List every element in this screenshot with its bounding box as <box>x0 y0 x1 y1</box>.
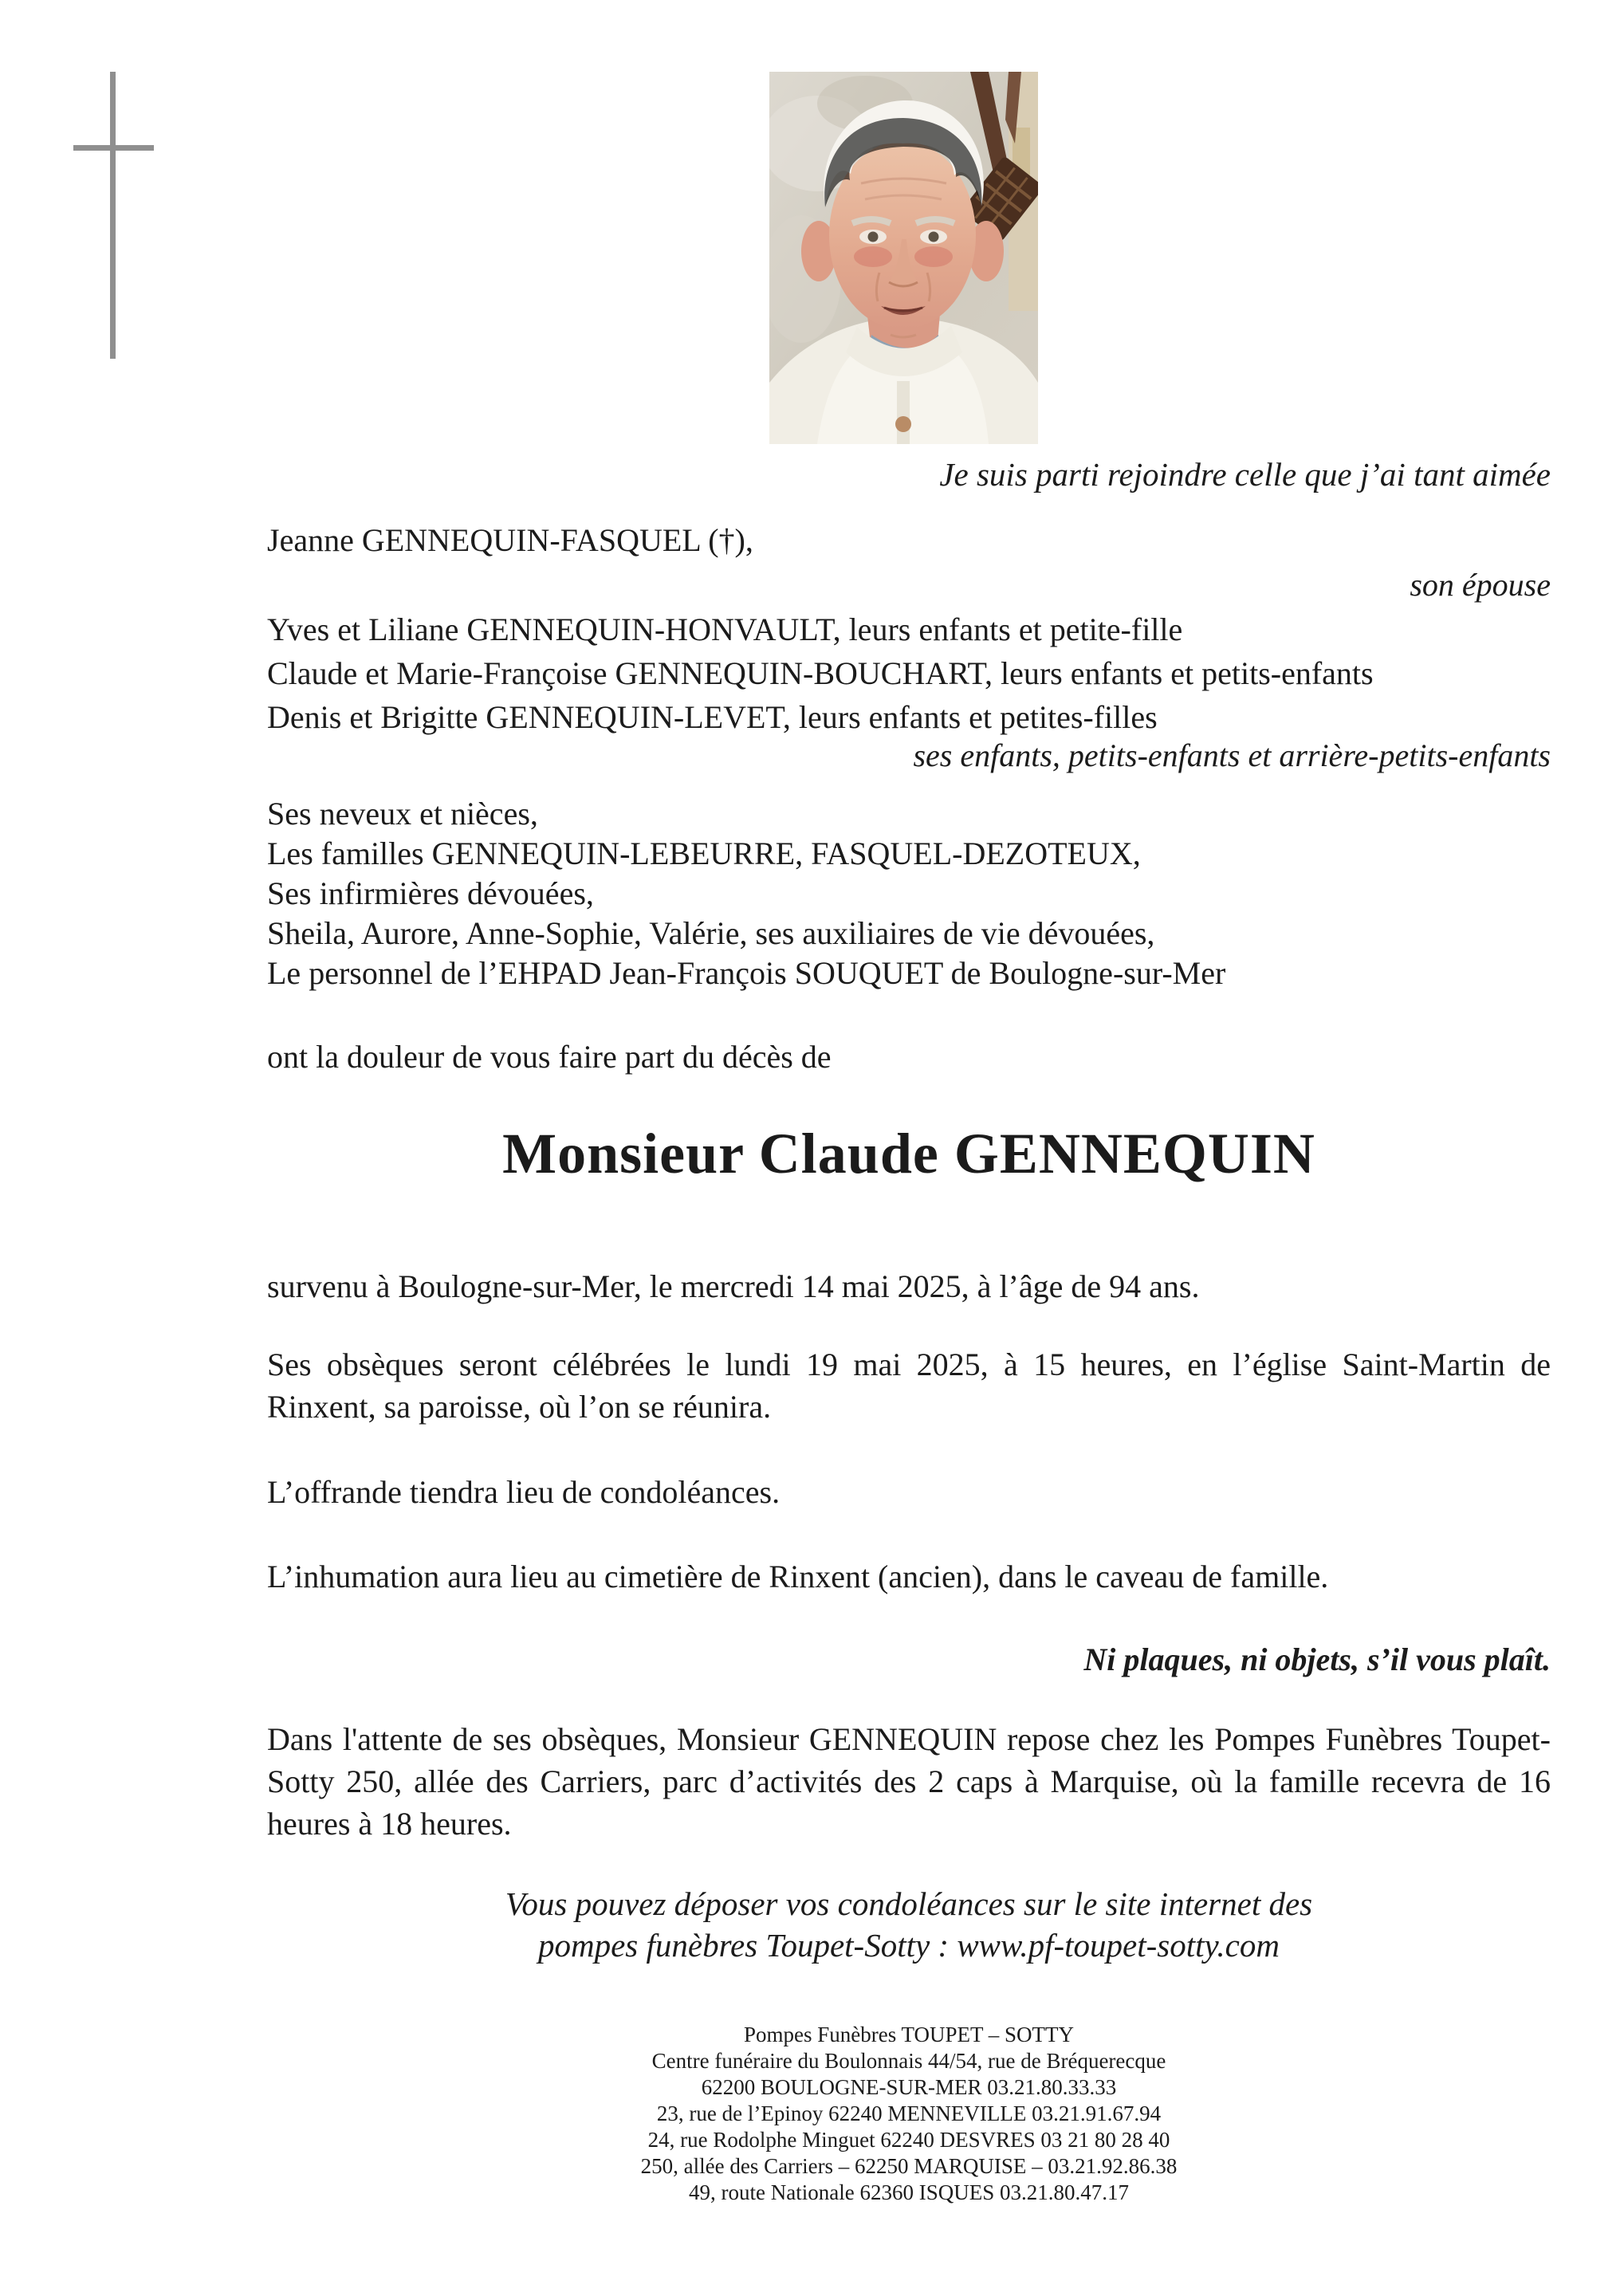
relative-line: Ses infirmières dévouées, <box>267 875 594 911</box>
burial-note: L’inhumation aura lieu au cimetière de Rinxent (ancien), dans le caveau de famille. <box>267 1559 1329 1594</box>
wife-relation: son épouse <box>1410 567 1551 603</box>
funeral-home-address-line: Centre funéraire du Boulonnais 44/54, rue de Bréquerecque <box>651 2049 1166 2073</box>
deceased-name-title: Monsieur Claude GENNEQUIN <box>502 1122 1315 1185</box>
relative-line: Ses neveux et nièces, <box>267 796 538 832</box>
repose-paragraph: Dans l'attente de ses obsèques, Monsieur GENNEQUIN repose chez les Pompes Funèbres Toupet-Sotty 250, allée des Carriers, parc d’activités des 2 caps à Marquise, où la famille recevra de 16 heures à 18 heures. <box>267 1721 1551 1842</box>
relative-line: Sheila, Aurore, Anne-Sophie, Valérie, ses auxiliaires de vie dévouées, <box>267 915 1155 951</box>
child-line: Claude et Marie-Françoise GENNEQUIN-BOUCHART, leurs enfants et petits-enfants <box>267 655 1374 691</box>
funeral-home-address-line: 62200 BOULOGNE-SUR-MER 03.21.80.33.33 <box>701 2075 1117 2099</box>
offering-note: L’offrande tiendra lieu de condoléances. <box>267 1474 781 1510</box>
wife-name: Jeanne GENNEQUIN-FASQUEL (†), <box>267 522 753 558</box>
funeral-home-address-line: 49, route Nationale 62360 ISQUES 03.21.80.47.17 <box>689 2180 1129 2204</box>
announcement-intro: ont la douleur de vous faire part du décès de <box>267 1039 832 1075</box>
children-relation: ses enfants, petits-enfants et arrière-petits-enfants <box>913 737 1551 773</box>
epitaph-quote: Je suis parti rejoindre celle que j’ai tant aimée <box>939 456 1551 493</box>
relatives-list <box>267 794 1551 993</box>
relative-line: Les familles GENNEQUIN-LEBEURRE, FASQUEL-DEZOTEUX, <box>267 835 1141 871</box>
relative-line: Le personnel de l’EHPAD Jean-François SOUQUET de Boulogne-sur-Mer <box>267 955 1226 991</box>
portrait-photo-illustration <box>769 72 1038 444</box>
death-details: survenu à Boulogne-sur-Mer, le mercredi 14 mai 2025, à l’âge de 94 ans. <box>267 1268 1200 1304</box>
condolences-website-line1: Vous pouvez déposer vos condoléances sur le site internet des <box>505 1885 1313 1922</box>
child-line: Denis et Brigitte GENNEQUIN-LEVET, leurs enfants et petites-filles <box>267 699 1158 735</box>
portrait-photo <box>769 72 1038 444</box>
condolences-website-line2: pompes funèbres Toupet-Sotty : www.pf-toupet-sotty.com <box>537 1927 1280 1964</box>
funeral-home-address-line: 250, allée des Carriers – 62250 MARQUISE – 03.21.92.86.38 <box>640 2154 1178 2178</box>
child-line: Yves et Liliane GENNEQUIN-HONVAULT, leurs enfants et petite-fille <box>267 611 1183 647</box>
funeral-home-name: Pompes Funèbres TOUPET – SOTTY <box>743 2023 1075 2046</box>
condolences-website-note <box>267 1883 1551 1966</box>
funeral-home-address-line: 24, rue Rodolphe Minguet 62240 DESVRES 03 21 80 28 40 <box>647 2128 1170 2152</box>
funeral-home-footer <box>267 2022 1551 2206</box>
children-list <box>267 607 1551 739</box>
funeral-home-address-line: 23, rue de l’Epinoy 62240 MENNEVILLE 03.21.91.67.94 <box>656 2101 1162 2125</box>
funeral-service-paragraph: Ses obsèques seront célébrées le lundi 19 mai 2025, à 15 heures, en l’église Saint-Martin de Rinxent, sa paroisse, où l’on se réunira. <box>267 1347 1551 1425</box>
no-plaques-request: Ni plaques, ni objets, s’il vous plaît. <box>1083 1641 1551 1677</box>
